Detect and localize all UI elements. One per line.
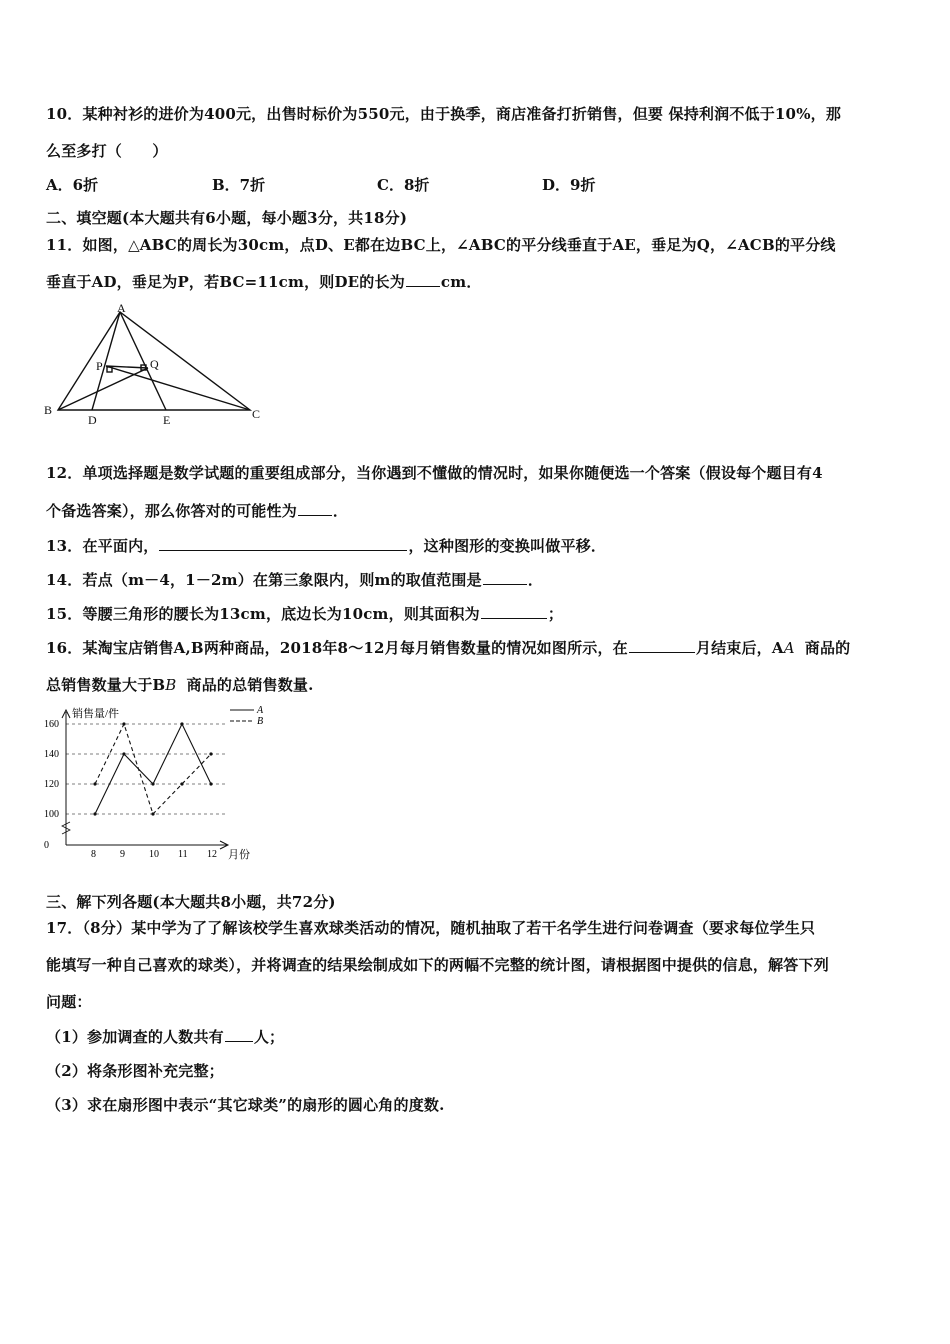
triangle-figure: [40, 300, 270, 430]
x-tick-label: 11: [178, 849, 188, 860]
q17-line1: 17．（8分）某中学为了了解该校学生喜欢球类活动的情况，随机抽取了若干名学生进行问卷调查（要求每位学生只: [46, 919, 816, 937]
series-A-point: [180, 722, 183, 725]
x-tick-label: 9: [120, 849, 125, 860]
x-tick-label: 10: [149, 849, 159, 860]
q12-line1: 12．单项选择题是数学试题的重要组成部分，当你遇到不懂做的情况时，如果你随便选一个答案（假设每个题目有4: [46, 464, 823, 482]
q16-line2: [46, 674, 314, 695]
q16-italic-b: B: [165, 676, 177, 694]
section3-title: 三、解下列各题(本大题共8小题，共72分): [46, 893, 336, 911]
sales-line-chart: [38, 702, 278, 862]
legend-label-B: B: [257, 716, 264, 727]
q17-line3: 问题：: [46, 993, 92, 1011]
segment-ae: [120, 312, 166, 410]
q10-option-a: A．6折: [46, 176, 99, 194]
label-p: P: [96, 359, 103, 373]
q16-text-b: 月结束后，A: [695, 639, 784, 657]
series-B-point: [122, 722, 125, 725]
x-tick-label: 12: [207, 849, 217, 860]
q10-line2: 么至多打（ ）: [46, 142, 168, 160]
q12-answer-blank[interactable]: [298, 501, 332, 516]
q16-text-c: 商品的: [804, 639, 851, 657]
label-a: A: [117, 301, 126, 315]
y-tick-label: 120: [44, 779, 59, 790]
q17-line2: 能填写一种自己喜欢的球类），并将调查的结果绘制成如下的两幅不完整的统计图，请根据图中提供的信息，解答下列: [46, 956, 829, 974]
label-c: C: [252, 407, 261, 421]
q15-text-b: ；: [547, 605, 564, 623]
y-tick-label: 0: [44, 840, 49, 851]
q16-italic-a: A: [783, 639, 795, 657]
y-tick-label: 160: [44, 719, 59, 730]
series-B-point: [209, 752, 212, 755]
q16-text-e: 商品的总销售数量.: [186, 676, 314, 694]
series-B-point: [93, 782, 96, 785]
q14-text-b: ．: [527, 571, 544, 589]
label-q: Q: [150, 357, 159, 371]
series-B-line: [95, 724, 211, 814]
q15-answer-blank[interactable]: [481, 604, 547, 619]
x-axis-label: 月份: [228, 849, 250, 861]
q17-part1: [46, 1026, 284, 1047]
q17-part1-text: （1）参加调查的人数共有: [46, 1028, 224, 1046]
q16-line1: [46, 637, 850, 658]
bisector-c: [106, 366, 250, 410]
q17-part3: （3）求在扇形图中表示“其它球类”的扇形的圆心角的度数.: [46, 1096, 445, 1114]
q17-part1-end: 人；: [253, 1028, 285, 1046]
q17-answer-blank[interactable]: [225, 1027, 253, 1042]
series-A-point: [93, 812, 96, 815]
y-axis-label: 销售量/件: [72, 708, 120, 720]
q11-unit: cm．: [440, 273, 482, 291]
q14-line: [46, 569, 543, 590]
q16-text-a: 16．某淘宝店销售A,B两种商品，2018年8～12月每月销售数量的情况如图所示，在: [46, 639, 628, 657]
q13-text-a: 13．在平面内，: [46, 537, 159, 555]
legend-label-A: A: [257, 705, 264, 716]
q10-option-d: D．9折: [542, 176, 596, 194]
section2-title: 二、填空题(本大题共有6小题，每小题3分，共18分): [46, 209, 408, 227]
x-tick-label: 8: [91, 849, 96, 860]
series-A-line: [95, 724, 211, 814]
q17-part2: （2）将条形图补充完整；: [46, 1062, 224, 1080]
series-A-point: [209, 782, 212, 785]
q12-line2-text: 个备选答案），那么你答对的可能性为: [46, 502, 297, 520]
q12-end: ．: [332, 502, 349, 520]
q13-answer-blank[interactable]: [159, 536, 407, 551]
series-B-point: [151, 812, 154, 815]
q11-line2-text: 垂直于AD，垂足为P，若BC=11cm，则DE的长为: [46, 273, 405, 291]
y-tick-label: 140: [44, 749, 59, 760]
q10-option-c: C．8折: [377, 176, 430, 194]
q15-line: [46, 603, 563, 624]
q16-text-d: 总销售数量大于B: [46, 676, 166, 694]
q13-text-b: ，这种图形的变换叫做平移．: [408, 537, 607, 555]
label-b: B: [44, 403, 53, 417]
q10-line1: 10．某种衬衫的进价为400元，出售时标价为550元，由于换季，商店准备打折销售，但要 保持利润不低于10%，那: [46, 105, 842, 123]
series-A-point: [151, 782, 154, 785]
label-d: D: [88, 413, 97, 427]
q13-line: [46, 535, 606, 556]
y-tick-label: 100: [44, 809, 59, 820]
series-B-point: [180, 782, 183, 785]
q16-answer-blank[interactable]: [629, 638, 695, 653]
q11-line2: [46, 271, 482, 292]
series-A-point: [122, 752, 125, 755]
q14-answer-blank[interactable]: [483, 570, 527, 585]
label-e: E: [163, 413, 171, 427]
q11-line1: 11．如图，△ABC的周长为30cm，点D、E都在边BC上，∠ABC的平分线垂直于AE，垂足为Q，∠ACB的平分线: [46, 236, 836, 254]
q11-answer-blank[interactable]: [406, 272, 440, 287]
q10-option-b: B．7折: [212, 176, 266, 194]
q12-line2: [46, 500, 348, 521]
q14-text-a: 14．若点（m－4，1－2m）在第三象限内，则m的取值范围是: [46, 571, 482, 589]
q15-text-a: 15．等腰三角形的腰长为13cm，底边长为10cm，则其面积为: [46, 605, 480, 623]
